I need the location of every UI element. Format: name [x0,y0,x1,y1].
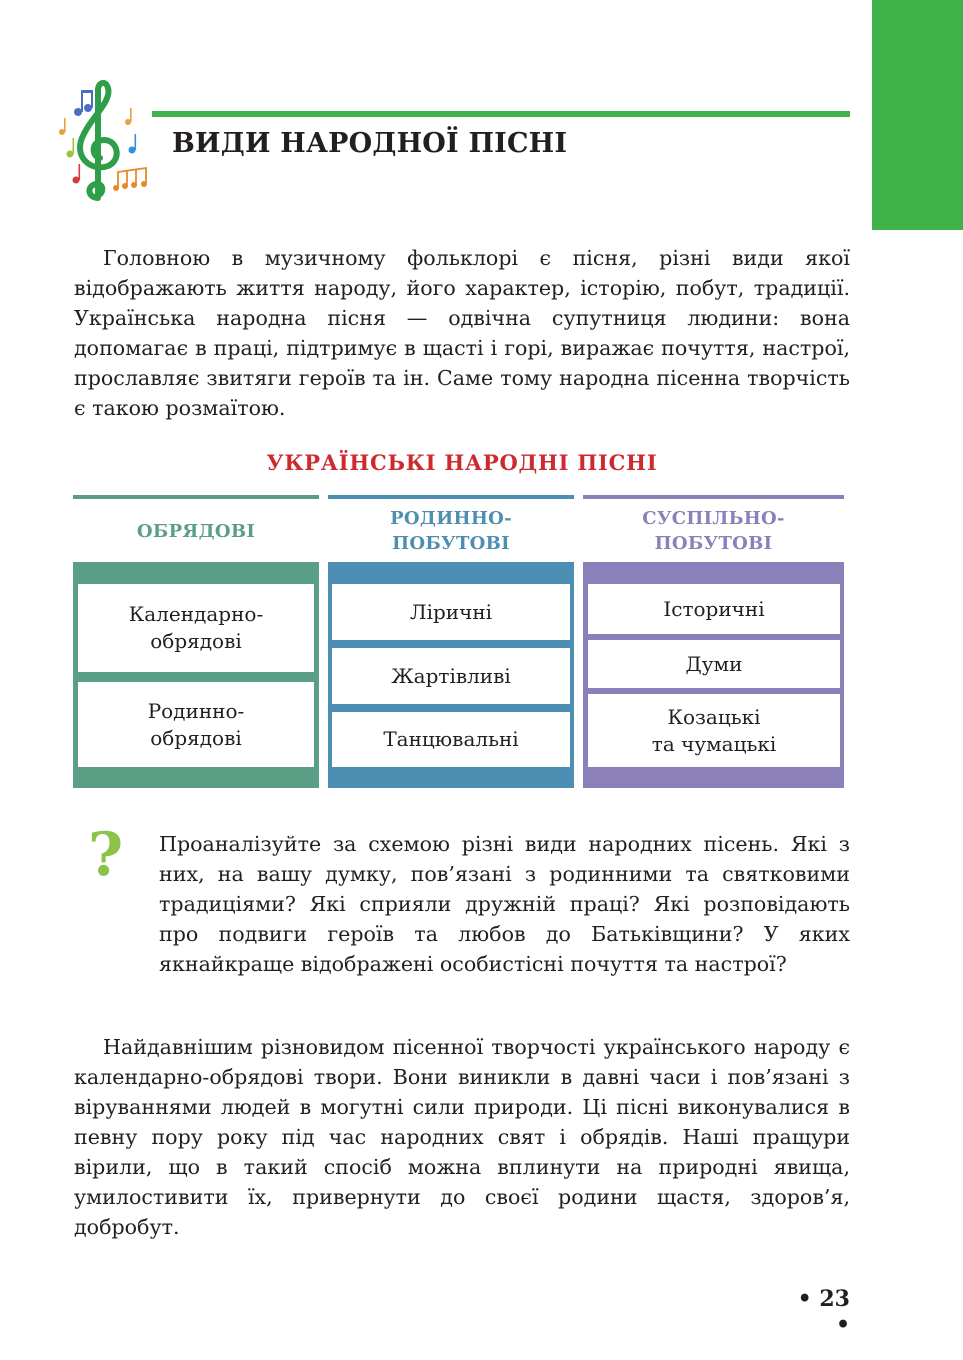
diagram-cell-humorous: Жартівливі [332,648,570,704]
diagram-title: УКРАЇНСЬКІ НАРОДНІ ПІСНІ [266,450,658,475]
page-number: • 23 • [797,1286,850,1338]
section-title: ВИДИ НАРОДНОЇ ПІСНІ [172,128,568,159]
column-family-top-line [328,495,574,499]
closing-paragraph: Найдавнішим різновидом пісенної творчості українського народу є календарно-обрядові твори. Вони виникли в давні часи і пов’язані з віруваннями людей в могутні сили природи. Ці пісні виконувалися в певну пору року під час народних свят і обрядів. Наші пращури вірили, що в такий спосіб можна вплинути на природні явища, умилостивити їх, привернути до своєї родини щастя, здоров’я, добробут. [74,1035,850,1239]
header-rule [152,111,850,117]
chapter-side-tab [872,0,963,230]
question-text: Проаналізуйте за схемою різні види народних пісень. Які з них, на вашу думку, пов’язані з родинними та святковими традиціями? Які сприяли дружній праці? Які розповідають про подвиги героїв та любов до Батьківщини? У яких якнайкраще відображені особистісні почуття та настрої? [159,832,850,976]
column-social-body [583,562,844,788]
column-social-top-line [583,495,844,499]
column-ritual-body [73,562,319,788]
question-mark-icon: ? [88,820,124,890]
diagram-cell-dance: Танцювальні [332,712,570,767]
diagram-cell-historical: Історичні [588,584,840,634]
intro-paragraph: Головною в музичному фольклорі є пісня, різні види якої відображають життя народу, його характер, історію, побут, традиції. Українська народна пісня — одвічна супутниця людини: вона допомагає в праці, підтримує в щасті і горі, виражає почуття, настрої, прославляє звитяги героїв та ін. Саме тому народна пісенна творчість є такою розмаїтою. [74,246,850,420]
column-family-heading: РОДИННО- ПОБУТОВІ [390,508,512,554]
diagram-cell-dumy: Думи [588,640,840,688]
column-ritual-top-line [73,495,319,499]
treble-clef-music-notes-icon [52,80,152,205]
column-social-heading: СУСПІЛЬНО- ПОБУТОВІ [642,508,785,554]
column-family-body [328,562,574,788]
diagram-cell-calendar-ritual: Календарно- обрядові [78,584,314,672]
diagram-cell-cossack-chumak: Козацькі та чумацькі [588,694,840,767]
diagram-cell-family-ritual: Родинно- обрядові [78,682,314,767]
column-ritual-heading: ОБРЯДОВІ [136,520,256,542]
diagram-cell-lyrical: Ліричні [332,584,570,640]
